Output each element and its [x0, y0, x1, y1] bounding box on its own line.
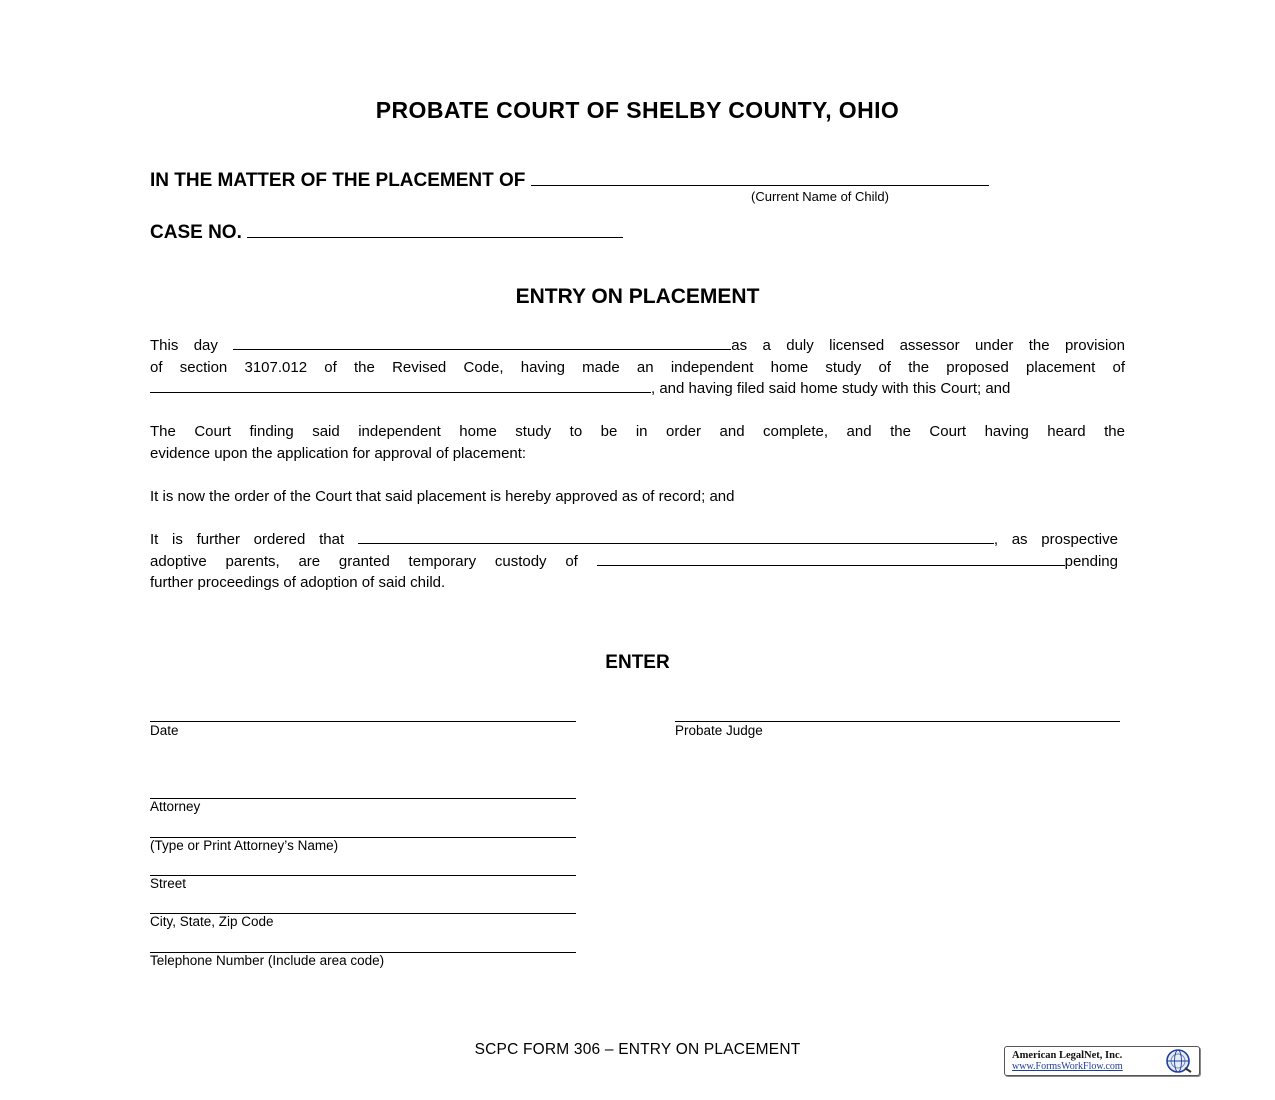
- paragraph-line: [150, 529, 1118, 551]
- paragraph-line: further proceedings of adoption of said child.: [150, 574, 446, 591]
- paragraph-line: [150, 378, 1125, 400]
- text-further-ordered: It is further ordered that: [150, 531, 345, 548]
- logo-company: American LegalNet, Inc.: [1012, 1050, 1123, 1061]
- attorney-line[interactable]: [150, 798, 576, 799]
- street-line[interactable]: [150, 875, 576, 876]
- case-label: CASE NO.: [150, 222, 242, 243]
- text-assessor-provision: as a duly licensed assessor under the provision: [731, 337, 1125, 354]
- paragraph-order: It is now the order of the Court that said placement is hereby approved as of record; and: [150, 488, 735, 505]
- date-line[interactable]: [150, 721, 576, 722]
- paragraph-further-order: [150, 529, 1118, 594]
- child-custody-blank[interactable]: [597, 565, 1065, 566]
- case-row: [150, 222, 623, 244]
- date-label: Date: [150, 723, 179, 738]
- matter-label: IN THE MATTER OF THE PLACEMENT OF: [150, 170, 526, 191]
- attorney-name-label: (Type or Print Attorney’s Name): [150, 838, 339, 853]
- paragraph-line: [150, 551, 1118, 573]
- american-legalnet-logo[interactable]: [1004, 1046, 1200, 1076]
- judge-signature-line[interactable]: [675, 721, 1120, 722]
- text-adoptive-parents: adoptive parents, are granted temporary custody of: [150, 552, 578, 570]
- court-title: PROBATE COURT OF SHELBY COUNTY, OHIO: [375, 97, 900, 123]
- text-prospective: , as prospective: [993, 531, 1118, 548]
- parents-name-blank[interactable]: [358, 543, 994, 544]
- city-state-zip-label: City, State, Zip Code: [150, 914, 274, 929]
- form-footer: SCPC FORM 306 – ENTRY ON PLACEMENT: [474, 1041, 801, 1058]
- entry-title: ENTRY ON PLACEMENT: [515, 285, 760, 308]
- paragraph-line: [150, 335, 1125, 357]
- paragraph-court-finding: [150, 421, 1125, 464]
- attorney-label: Attorney: [150, 799, 201, 814]
- paragraph-line: The Court finding said independent home study to be in order and complete, and the Court having heard the: [150, 423, 1125, 440]
- paragraph-line: of section 3107.012 of the Revised Code, having made an independent home study of the proposed placement of: [150, 358, 1125, 376]
- judge-label: Probate Judge: [675, 723, 763, 738]
- text-this-day: This day: [150, 337, 218, 354]
- enter-heading: ENTER: [605, 652, 670, 673]
- child-name-caption: (Current Name of Child): [751, 189, 889, 204]
- telephone-label: Telephone Number (Include area code): [150, 953, 385, 968]
- assessor-name-blank[interactable]: [233, 349, 731, 350]
- street-label: Street: [150, 876, 187, 891]
- logo-url[interactable]: www.FormsWorkFlow.com: [1012, 1061, 1123, 1072]
- paragraph-line: evidence upon the application for approval of placement:: [150, 444, 527, 462]
- text-pending: pending: [1064, 552, 1118, 570]
- globe-icon: [1163, 1048, 1193, 1074]
- case-number-blank[interactable]: [247, 237, 623, 238]
- text-filed-home-study: , and having filed said home study with this Court; and: [651, 380, 1011, 397]
- paragraph-assessor: [150, 335, 1125, 400]
- child-name-blank[interactable]: [531, 185, 989, 186]
- placement-name-blank[interactable]: [150, 392, 651, 393]
